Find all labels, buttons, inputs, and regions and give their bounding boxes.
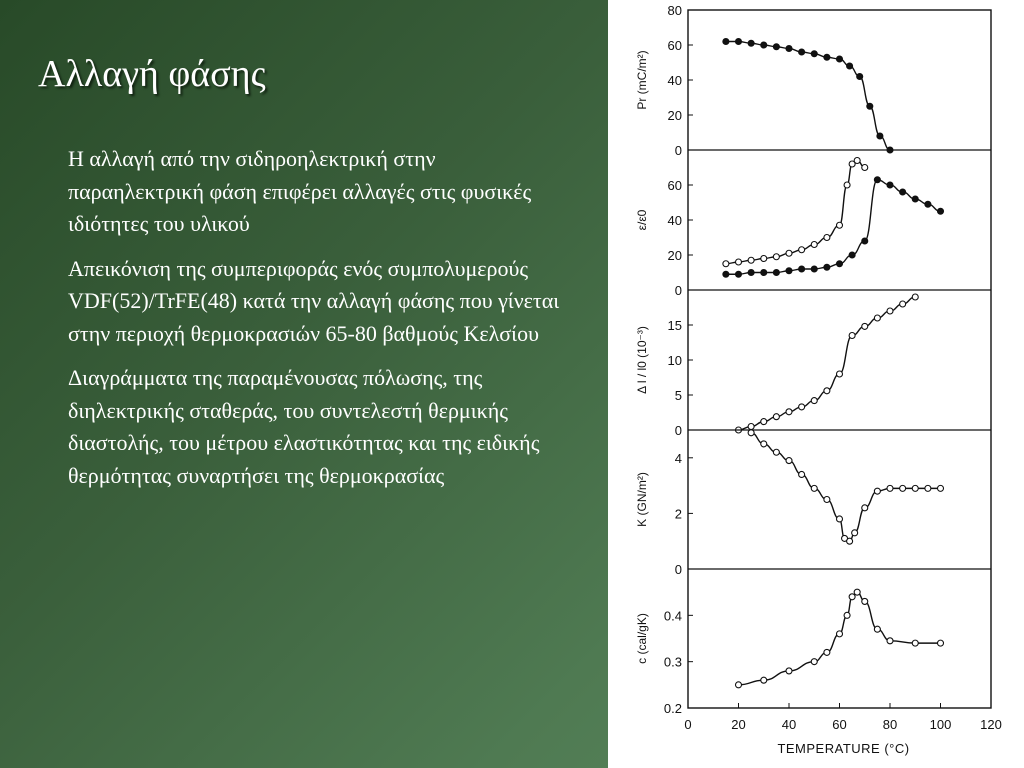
data-point: [811, 659, 817, 665]
x-tick-label: 60: [832, 717, 847, 732]
data-point: [761, 441, 767, 447]
y-tick-label: 0.2: [663, 701, 682, 716]
y-tick-label: 60: [667, 38, 682, 53]
data-point: [761, 419, 767, 425]
y-tick-label: 0: [674, 562, 682, 577]
stacked-property-chart: [608, 0, 1024, 768]
data-point: [837, 631, 843, 637]
y-axis-label: c (cal/gK): [635, 613, 649, 664]
y-axis-label: K (GN/m²): [635, 472, 649, 527]
data-point: [857, 74, 863, 80]
data-point: [849, 252, 855, 258]
data-point: [837, 222, 843, 228]
series-line: [726, 161, 865, 264]
x-tick-label: 120: [980, 717, 1002, 732]
data-point: [799, 471, 805, 477]
data-point: [748, 257, 754, 263]
data-point: [811, 51, 817, 57]
y-tick-label: 0: [674, 143, 682, 158]
data-point: [938, 485, 944, 491]
data-point: [874, 177, 880, 183]
data-point: [786, 458, 792, 464]
data-point: [811, 485, 817, 491]
data-point: [811, 398, 817, 404]
data-point: [900, 189, 906, 195]
figure-panel: [608, 0, 1024, 768]
y-tick-label: 5: [674, 388, 682, 403]
data-point: [887, 485, 893, 491]
data-point: [811, 266, 817, 272]
data-point: [748, 430, 754, 436]
data-point: [844, 612, 850, 618]
data-point: [786, 250, 792, 256]
data-point: [900, 301, 906, 307]
data-point: [824, 388, 830, 394]
data-point: [837, 371, 843, 377]
y-tick-label: 15: [667, 318, 682, 333]
series-line: [739, 297, 916, 430]
data-point: [887, 638, 893, 644]
data-point: [736, 39, 742, 45]
data-point: [938, 640, 944, 646]
data-point: [854, 589, 860, 595]
data-point: [874, 488, 880, 494]
data-point: [761, 256, 767, 262]
data-point: [912, 485, 918, 491]
data-point: [773, 449, 779, 455]
x-tick-label: 20: [731, 717, 746, 732]
y-tick-label: 40: [667, 213, 682, 228]
paragraph-phase-change: Η αλλαγή από την σιδηροηλεκτρική στην παραηλεκτρική φάση επιφέρει αλλαγές στις φυσικές ιδιότητες του υλικού: [68, 146, 532, 236]
slide-title: Αλλαγή φάσης: [38, 53, 266, 95]
y-tick-label: 20: [667, 248, 682, 263]
data-point: [847, 538, 853, 544]
data-point: [748, 270, 754, 276]
y-tick-label: 0: [674, 283, 682, 298]
data-point: [862, 505, 868, 511]
paragraph-diagrams: Διαγράμματα της παραμένουσας πόλωσης, της διηλεκτρικής σταθεράς, του συντελεστή θερμικής διαστολής, του μέτρου ελαστικότητας και της ειδικής θερμότητας συναρτήσει της θερμοκρασίας: [68, 365, 540, 488]
data-point: [854, 158, 860, 164]
data-point: [786, 668, 792, 674]
data-point: [847, 63, 853, 69]
data-point: [867, 103, 873, 109]
data-point: [874, 315, 880, 321]
x-tick-label: 80: [882, 717, 898, 732]
data-point: [824, 54, 830, 60]
data-point: [824, 235, 830, 241]
data-point: [900, 485, 906, 491]
data-point: [761, 270, 767, 276]
data-point: [799, 247, 805, 253]
y-tick-label: 2: [674, 506, 682, 522]
data-point: [761, 42, 767, 48]
y-axis-label: Δ l / l0 (10⁻³): [635, 326, 649, 394]
data-point: [723, 39, 729, 45]
data-point: [748, 424, 754, 430]
data-point: [799, 404, 805, 410]
y-tick-label: 0: [674, 423, 682, 438]
data-point: [887, 308, 893, 314]
x-tick-label: 40: [781, 717, 797, 732]
data-point: [925, 201, 931, 207]
y-tick-label: 20: [667, 108, 682, 123]
data-point: [773, 254, 779, 260]
data-point: [849, 594, 855, 600]
data-point: [773, 270, 779, 276]
data-point: [736, 682, 742, 688]
data-point: [723, 261, 729, 267]
data-point: [849, 333, 855, 339]
data-point: [811, 242, 817, 248]
data-point: [786, 268, 792, 274]
data-point: [925, 485, 931, 491]
x-axis-label: TEMPERATURE (°C): [777, 741, 910, 756]
data-point: [938, 208, 944, 214]
data-point: [912, 640, 918, 646]
data-point: [887, 182, 893, 188]
data-point: [736, 259, 742, 265]
data-point: [862, 165, 868, 171]
y-tick-label: 40: [667, 73, 682, 88]
data-point: [912, 294, 918, 300]
series-line: [739, 592, 941, 685]
data-point: [723, 271, 729, 277]
y-tick-label: 80: [667, 3, 682, 18]
y-axis-label: ε/ε0: [635, 209, 649, 231]
data-point: [844, 182, 850, 188]
data-point: [736, 271, 742, 277]
x-tick-label: 0: [684, 717, 692, 732]
data-point: [799, 49, 805, 55]
data-point: [874, 626, 880, 632]
data-point: [773, 44, 779, 50]
data-point: [862, 238, 868, 244]
paragraph-list: [68, 143, 568, 504]
plot-frame: [688, 10, 991, 708]
data-point: [877, 133, 883, 139]
data-point: [824, 649, 830, 655]
data-point: [862, 598, 868, 604]
data-point: [824, 497, 830, 503]
series-line: [726, 42, 890, 151]
x-tick-label: 100: [929, 717, 952, 732]
data-point: [852, 530, 858, 536]
data-point: [799, 266, 805, 272]
data-point: [761, 677, 767, 683]
y-tick-label: 0.3: [663, 654, 682, 670]
data-point: [912, 196, 918, 202]
data-point: [824, 264, 830, 270]
y-tick-label: 4: [674, 450, 682, 466]
y-tick-label: 60: [667, 178, 682, 193]
data-point: [837, 261, 843, 267]
data-point: [786, 46, 792, 52]
data-point: [862, 323, 868, 329]
y-tick-label: 0.4: [663, 608, 682, 624]
data-point: [786, 409, 792, 415]
data-point: [748, 40, 754, 46]
data-point: [837, 56, 843, 62]
y-tick-label: 10: [667, 353, 682, 368]
series-line: [726, 180, 941, 275]
y-axis-label: Pr (mC/m²): [635, 50, 649, 110]
data-point: [837, 516, 843, 522]
paragraph-copolymer: Απεικόνιση της συμπεριφοράς ενός συμπολυμερούς VDF(52)/TrFE(48) κατά την αλλαγή φάσης που γίνεται στην περιοχή θερμοκρασιών 65-80 βαθμούς Κελσίου: [68, 255, 560, 346]
data-point: [773, 414, 779, 420]
